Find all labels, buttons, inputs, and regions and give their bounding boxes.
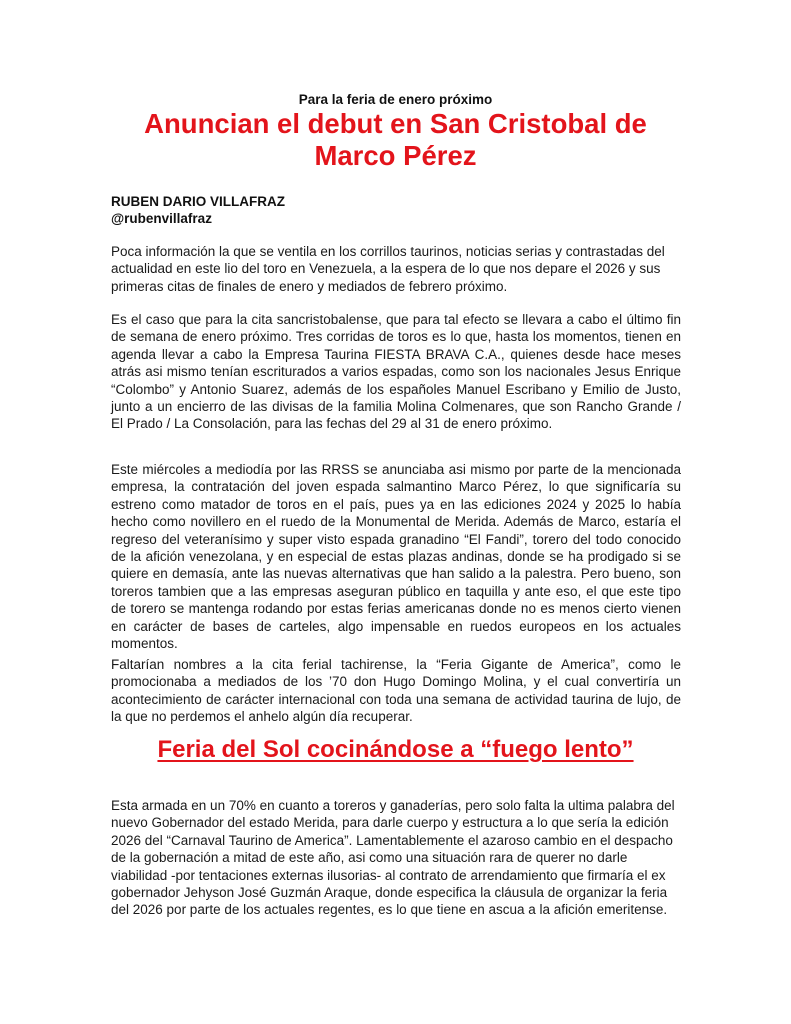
paragraph: Este miércoles a mediodía por las RRSS se anunciaba asi mismo por parte de la mencionada empresa, la contratación del joven espada salmantino Marco Pérez, lo que significaría su estreno como matador de toros en el país, pues ya en las ediciones 2024 y 2025 lo había hecho como novillero en el ruedo de la Monumental de Merida. Además de Marco, estaría el regreso del veteranísimo y super visto espada granadino “El Fandi”, torero del todo conocido de la afición venezolana, y en especial de estas plazas andinas, donde se ha prodigado si se quiere en demasía, ante las nuevas alternativas que han salido a la palestra. Pero bueno, son toreros tambien que a las empresas aseguran público en taquilla y ante eso, el que este tipo de torero se mantenga rodando por estas ferias americanas donde no es menos cierto vienen en carácter de bases de carteles, algo impensable en ruedos europeos en los actuales momentos. — [111, 462, 681, 652]
section-heading — [0, 735, 791, 765]
headline: Anuncian el debut en San Cristobal de Marco Pérez — [144, 108, 647, 171]
paragraph: Es el caso que para la cita sancristobalense, que para tal efecto se llevara a cabo el último fin de semana de enero próximo. Tres corridas de toros es lo que, hasta los momentos, tienen en agenda llevar a cabo la Empresa Taurina FIESTA BRAVA C.A., quienes desde hace meses atrás asi mismo tenían escriturados a varios espadas, como son los nacionales Jesus Enrique “Colombo” y Antonio Suarez, además de los españoles Manuel Escribano y Emilio de Justo, junto a un encierro de las divisas de la familia Molina Colmenares, que son Rancho Grande / El Prado / La Consolación, para las fechas del 29 al 31 de enero próximo. — [111, 312, 681, 432]
paragraph: Faltarían nombres a la cita ferial tachirense, la “Feria Gigante de America”, como le promocionaba a mediados de los ’70 don Hugo Domingo Molina, y el cual convertiría un acontecimiento de carácter internacional con toda una semana de actividad taurina de lujo, de la que no perdemos el anhelo algún día recuperar. — [111, 657, 681, 725]
section-paragraph: Esta armada en un 70% en cuanto a toreros y ganaderías, pero solo falta la ultima palabra del nuevo Gobernador del estado Merida, para darle cuerpo y estructura a lo que sería la edición 2026 del “Carnaval Taurino de America”. Lamentablemente el azaroso cambio en el despacho de la gobernación a mitad de este año, asi como una situación rara de querer no darle viabilidad -por tentaciones externas ilusorias- al contrato de arrendamiento que firmaría el ex gobernador Jehyson José Guzmán Araque, donde especifica la cláusula de organizar la feria del 2026 por parte de los actuales regentes, es lo que tiene en ascua a la afición emeritense. — [111, 798, 675, 918]
author-name: RUBEN DARIO VILLAFRAZ — [111, 194, 285, 209]
section-heading-text: Feria del Sol cocinándose a “fuego lento” — [157, 736, 634, 763]
kicker: Para la feria de enero próximo — [298, 92, 493, 107]
author-handle: @rubenvillafraz — [111, 211, 212, 226]
paragraph: Poca información la que se ventila en los corrillos taurinos, noticias serias y contrastadas del actualidad en este lio del toro en Venezuela, a la espera de lo que nos depare el 2026 y sus primeras citas de finales de enero y mediados de febrero próximo. — [111, 244, 665, 294]
byline — [111, 193, 285, 227]
